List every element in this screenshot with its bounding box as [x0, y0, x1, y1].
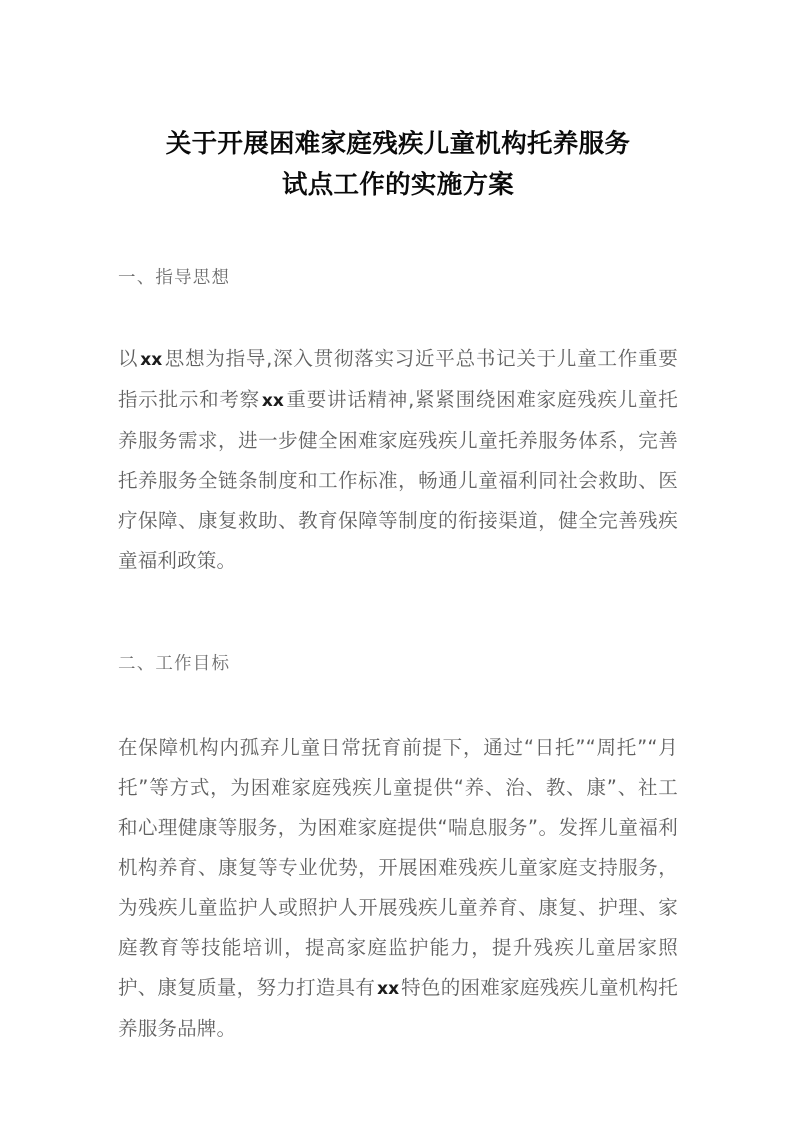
placeholder-token: xx	[140, 350, 163, 370]
spacer	[118, 581, 678, 644]
title-line-2: 试点工作的实施方案	[281, 170, 515, 200]
title-line-1: 关于开展困难家庭残疾儿童机构托养服务	[165, 129, 631, 159]
spacer	[118, 684, 678, 728]
document-content	[118, 0, 678, 1049]
placeholder-token: xx	[377, 979, 400, 999]
section-heading-2: 二、工作目标	[118, 654, 231, 674]
spacer	[118, 206, 678, 258]
section-heading-1: 一、指导思想	[118, 268, 231, 288]
section-paragraph-2: 在保障机构内孤弃儿童日常抚育前提下，通过“日托”“周托”“月托”等方式，为困难家庭残疾儿童提供“养、治、教、康”、社工和心理健康等服务，为困难家庭提供“喘息服务”。发挥儿童福利机构养育、康复等专业优势，开展困难残疾儿童家庭支持服务，为残疾儿童监护人或照护人开展残疾儿童养育、康复、护理、家庭教育等技能培训，提高家庭监护能力，提升残疾儿童居家照护、康复质量，努力打造具有 xx 特色的困难家庭残疾儿童机构托养服务品牌。	[118, 736, 678, 1040]
placeholder-token: xx	[261, 391, 284, 411]
section-paragraph-1: 以 xx 思想为指导,深入贯彻落实习近平总书记关于儿童工作重要指示批示和考察 xx 重要讲话精神,紧紧围绕困难家庭残疾儿童托养服务需求，进一步健全困难家庭残疾儿童托养服务体系，完善托养服务全链条制度和工作标准，畅通儿童福利同社会救助、医疗保障、康复救助、教育保障等制度的衔接渠道，健全完善残疾童福利政策。	[118, 347, 679, 572]
page-title	[118, 0, 678, 206]
spacer	[118, 298, 678, 339]
